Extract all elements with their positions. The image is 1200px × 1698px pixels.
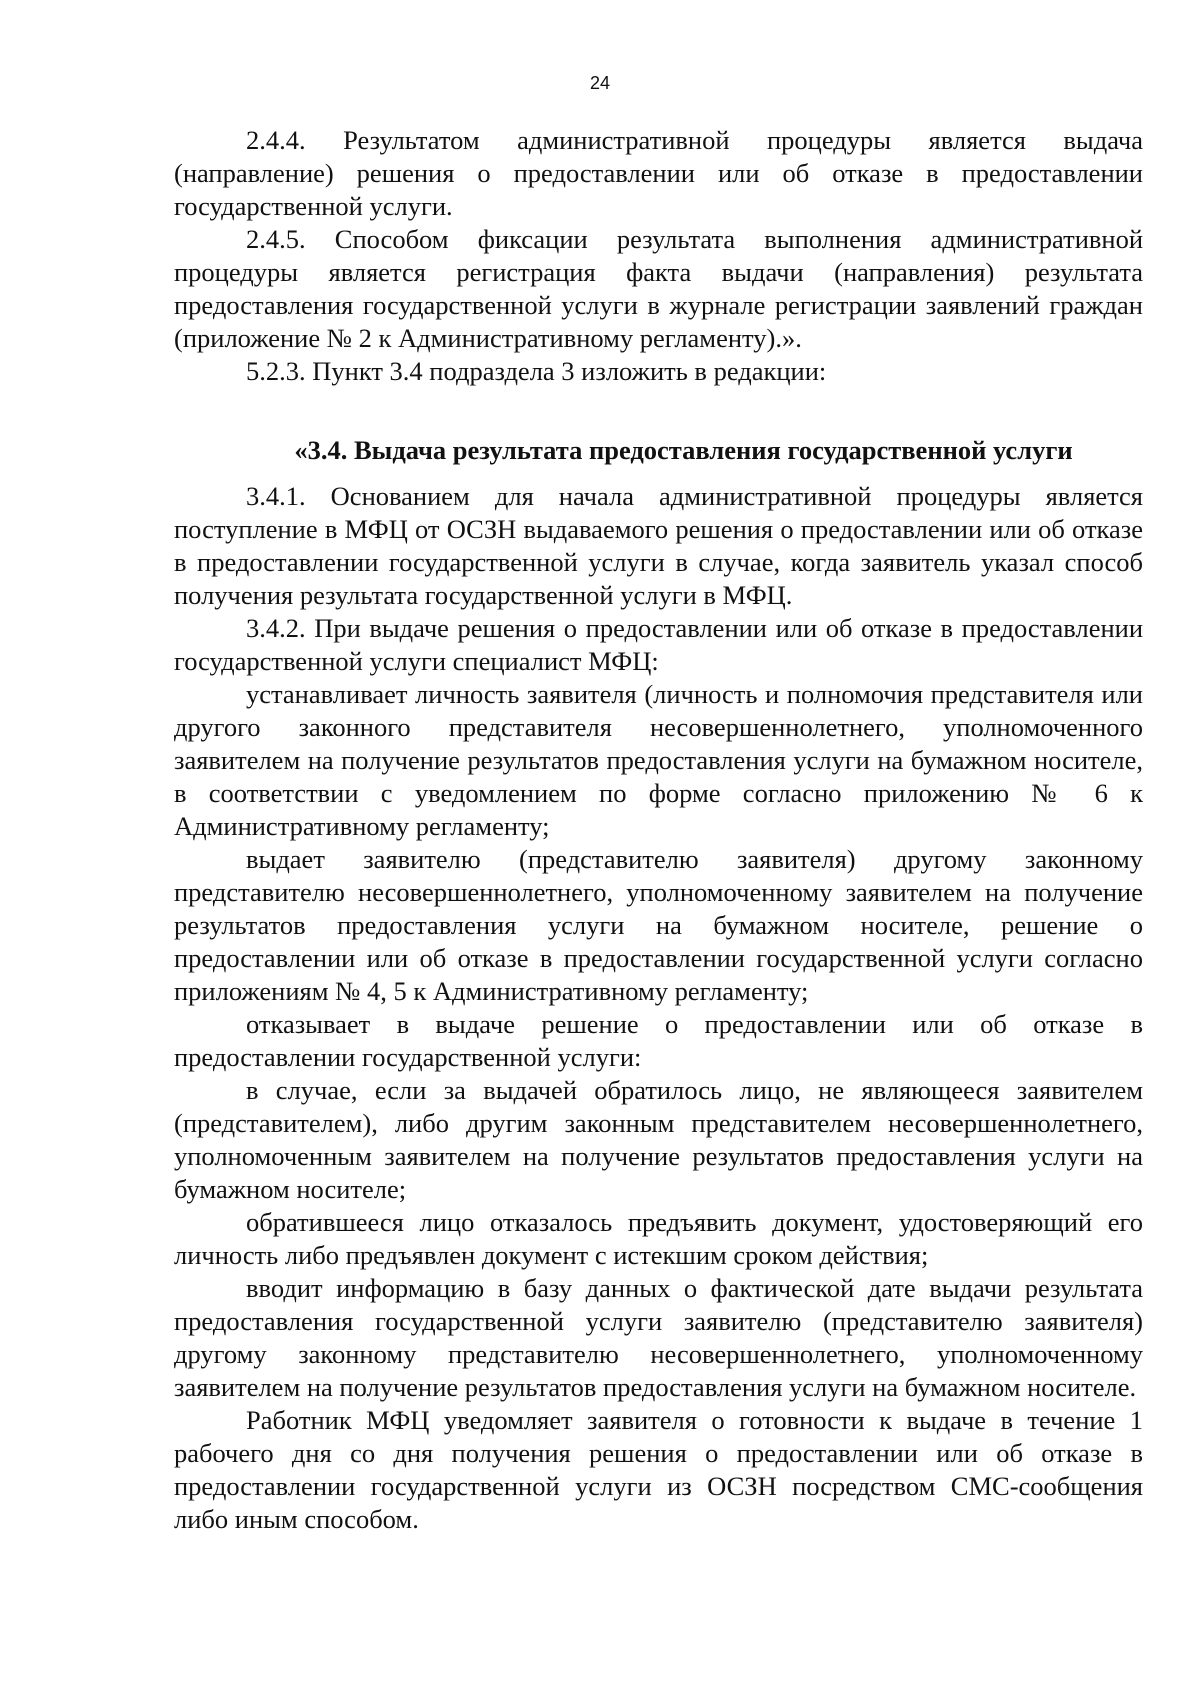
list-item-refusal-case-2: обратившееся лицо отказалось предъявить документ, удостоверяющий его личность либо предъявлен документ с истекшим сроком действия; <box>174 1207 1143 1270</box>
list-item-issues-decision: выдает заявителю (представителю заявителя) другому законному представителю несовершеннолетнего, уполномоченному заявителем на получение результатов предоставления услуги на бумажном носителе, решение о предоставлении или об отказе в предоставлении государственной услуги согласно приложениям № 4, 5 к Административному регламенту; <box>174 844 1143 1006</box>
document-body <box>174 124 1143 1536</box>
list-item-enters-information: вводит информацию в базу данных о фактической дате выдачи результата предоставления государственной услуги заявителю (представителю заявителя) другому законному представителю несовершеннолетнего, уполномоченному заявителем на получение результатов предоставления услуги на бумажном носителе. <box>174 1273 1143 1402</box>
list-item-refuses-issuance: отказывает в выдаче решение о предоставлении или об отказе в предоставлении государственной услуги: <box>174 1009 1143 1072</box>
paragraph-3-4-2: 3.4.2. При выдаче решения о предоставлении или об отказе в предоставлении государственной услуги специалист МФЦ: <box>174 613 1143 676</box>
paragraph-3-4-1: 3.4.1. Основанием для начала административной процедуры является поступление в МФЦ от ОСЗН выдаваемого решения о предоставлении или об отказе в предоставлении государственной услуги в случае, когда заявитель указал способ получения результата государственной услуги в МФЦ. <box>174 481 1143 610</box>
paragraph-2-4-5: 2.4.5. Способом фиксации результата выполнения административной процедуры является регистрация факта выдачи (направления) результата предоставления государственной услуги в журнале регистрации заявлений граждан (приложение № 2 к Административному регламенту).». <box>174 224 1143 353</box>
paragraph-2-4-4: 2.4.4. Результатом административной процедуры является выдача (направление) решения о предоставлении или об отказе в предоставлении государственной услуги. <box>174 125 1143 221</box>
section-heading-3-4: «3.4. Выдача результата предоставления государственной услуги <box>294 435 1073 465</box>
list-item-refusal-case-1: в случае, если за выдачей обратилось лицо, не являющееся заявителем (представителем), либо другим законным представителем несовершеннолетнего, уполномоченным заявителем на получение результатов предоставления услуги на бумажном носителе; <box>174 1075 1143 1204</box>
page-number: 24 <box>589 73 611 93</box>
list-item-establishes-identity: устанавливает личность заявителя (личность и полномочия представителя или другого законного представителя несовершеннолетнего, уполномоченного заявителем на получение результатов предоставления услуги на бумажном носителе, в соответствии с уведомлением по форме согласно приложению № 6 к Административному регламенту; <box>174 679 1143 841</box>
paragraph-notification: Работник МФЦ уведомляет заявителя о готовности к выдаче в течение 1 рабочего дня со дня получения решения о предоставлении или об отказе в предоставлении государственной услуги из ОСЗН посредством СМС-сообщения либо иным способом. <box>174 1405 1143 1534</box>
paragraph-5-2-3: 5.2.3. Пункт 3.4 подраздела 3 изложить в редакции: <box>246 356 827 386</box>
